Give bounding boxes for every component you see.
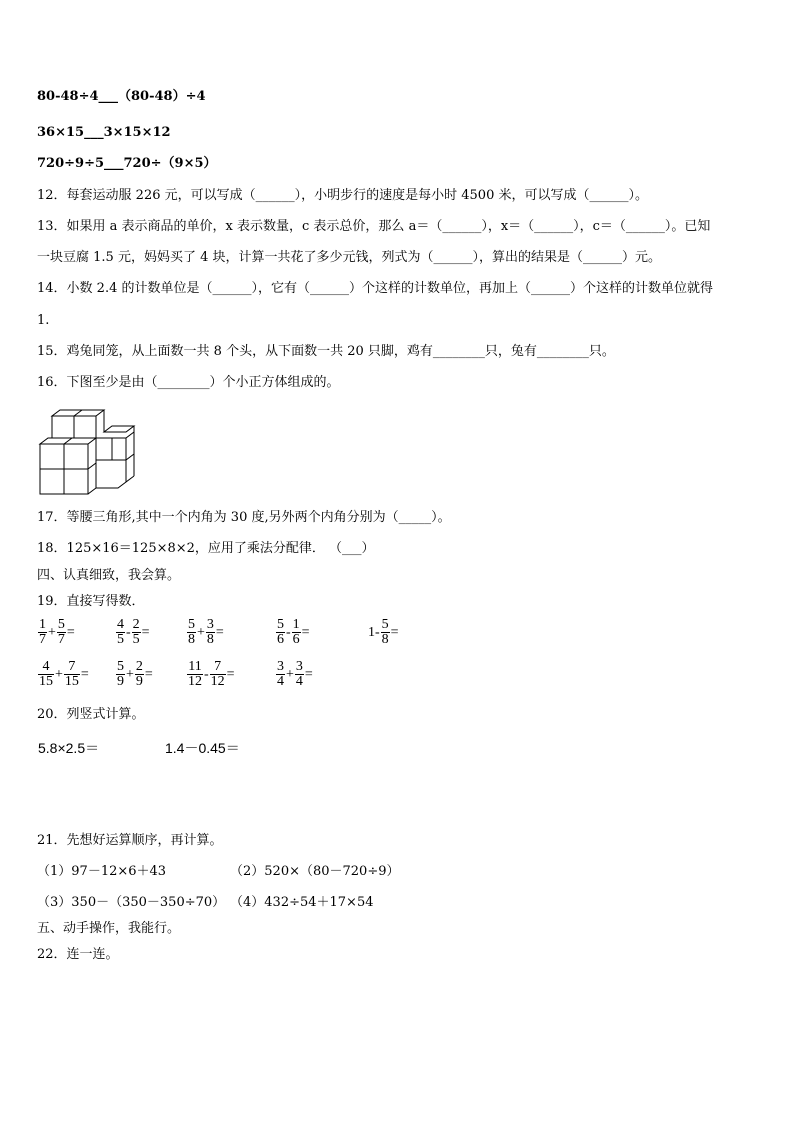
question-18: 18．125×16＝125×8×2，应用了乘法分配律． （___） [37, 541, 375, 556]
question-21-part2: （2）520×（80－720÷9） [230, 864, 400, 879]
question-21-part3: （3）350－（350－350÷70） [37, 895, 226, 910]
question-13-line2: 一块豆腐 1.5 元，妈妈买了 4 块，计算一共花了多少元钱，列式为（______），算出的结果是（______）元。 [37, 250, 661, 265]
vertical-calc-2: 1.4－0.45＝ [165, 740, 240, 756]
question-13-line1: 13．如果用 a 表示商品的单价，x 表示数量，c 表示总价，那么 a＝（______），x＝（______），c＝（______）。已知 [37, 219, 711, 234]
cube-stack-figure [38, 408, 138, 498]
vertical-calc-1: 5.8×2.5＝ [38, 740, 100, 756]
question-21-part4: （4）432÷54＋17×54 [230, 895, 374, 910]
compare-1: 80-48÷4___（80-48）÷4 [37, 89, 206, 104]
compare-3: 720÷9÷5___720÷（9×5） [37, 156, 217, 171]
question-14-line1: 14．小数 2.4 的计数单位是（______），它有（______）个这样的计数单位，再加上（______）个这样的计数单位就得 [37, 281, 713, 296]
question-16: 16．下图至少是由（________）个小正方体组成的。 [37, 375, 340, 390]
fraction-expression: $\frac{4}{15}$ + $\frac{7}{15}$ = [39, 659, 89, 689]
fraction-expression: $\frac{5}{6}$ - $\frac{1}{6}$ = [277, 617, 310, 647]
fraction-expression: $\frac{11}{12}$ - $\frac{7}{12}$ = [188, 659, 235, 689]
question-12: 12．每套运动服 226 元，可以写成（______），小明步行的速度是每小时 4500 米，可以写成（______）。 [37, 188, 648, 203]
section-4-heading: 四、认真细致，我会算。 [37, 568, 181, 583]
fraction-expression: $\frac{5}{8}$ + $\frac{3}{8}$ = [188, 617, 224, 647]
fraction-expression: 1- $\frac{5}{8}$ = [368, 617, 399, 647]
fraction-expression: $\frac{1}{7}$ + $\frac{5}{7}$ = [39, 617, 75, 647]
question-21: 21．先想好运算顺序，再计算。 [37, 833, 223, 848]
fraction-expression: $\frac{4}{5}$ - $\frac{2}{5}$ = [117, 617, 150, 647]
question-15: 15．鸡兔同笼，从上面数一共 8 个头，从下面数一共 20 只脚，鸡有________只，兔有________只。 [37, 344, 615, 359]
question-19: 19．直接写得数． [37, 594, 145, 609]
fraction-expression: $\frac{3}{4}$ + $\frac{3}{4}$ = [277, 659, 313, 689]
question-20: 20．列竖式计算。 [37, 707, 145, 722]
question-22: 22．连一连。 [37, 947, 119, 962]
question-17: 17．等腰三角形,其中一个内角为 30 度,另外两个内角分别为（_____）。 [37, 510, 451, 525]
fraction-expression: $\frac{5}{9}$ + $\frac{2}{9}$ = [117, 659, 153, 689]
question-14-line2: 1. [37, 313, 50, 328]
section-5-heading: 五、动手操作，我能行。 [37, 921, 181, 936]
question-21-part1: （1）97－12×6＋43 [37, 864, 167, 879]
compare-2: 36×15___3×15×12 [37, 125, 171, 140]
